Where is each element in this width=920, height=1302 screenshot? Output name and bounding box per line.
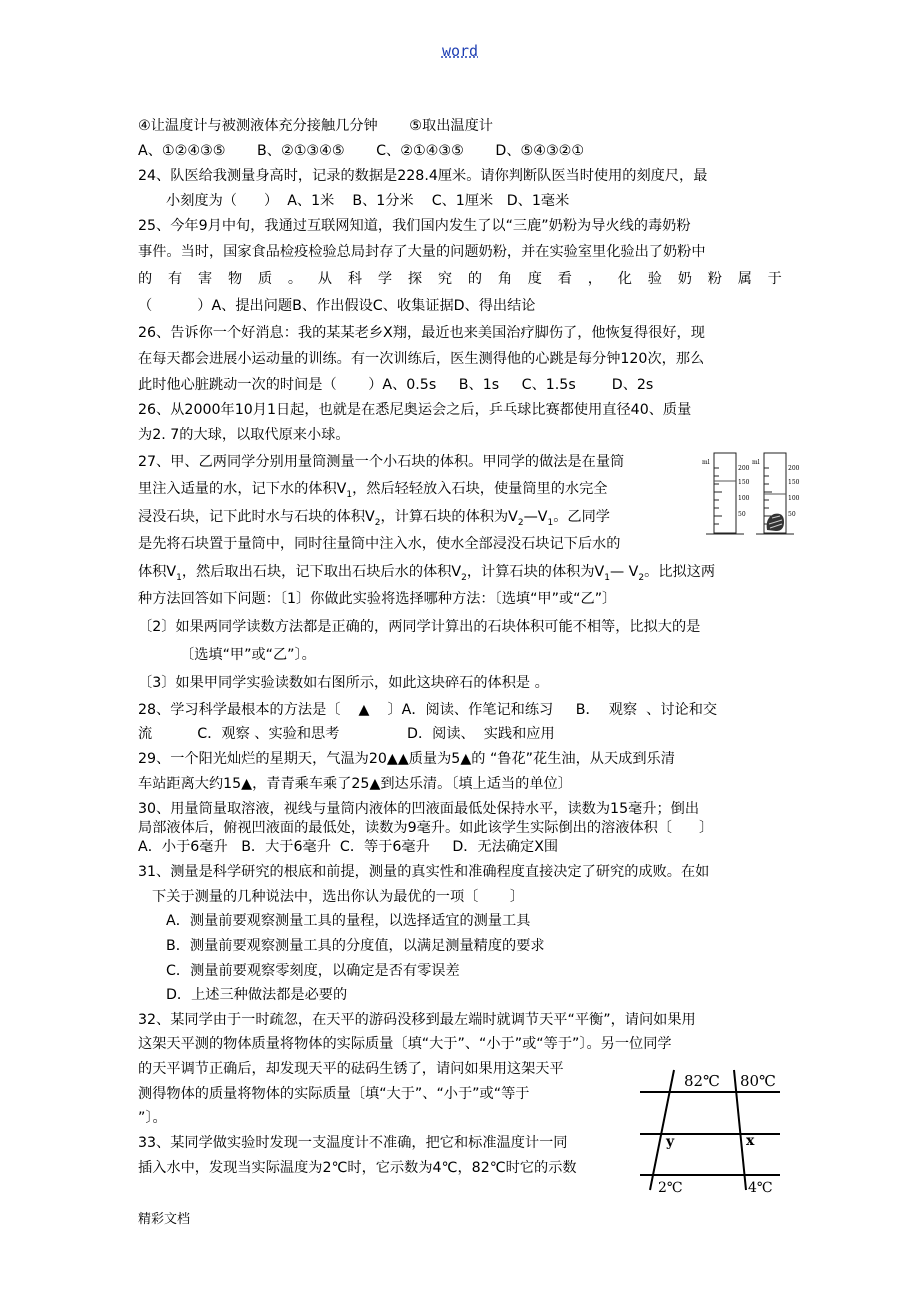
justified-char: 化 [617,271,632,287]
justified-char: ， [587,271,602,287]
cylinder-left-tick: 150 [738,479,750,486]
question-30-line-1: 30、用量筒量取溶液，视线与量筒内液体的凹液面最低处保持水平，读数为15毫升；倒出 [138,801,700,817]
question-28-line-1: 28、学习科学最根本的方法是〔 ▲ 〕A．阅读、作笔记和练习 B． 观察 、讨论和交 [138,702,718,718]
justified-char: 于 [767,271,782,287]
justified-char: 质 [257,271,273,287]
cylinder-right-tick: 200 [788,465,800,472]
justified-char: 的 [138,271,153,287]
label-82c: 82℃ [684,1072,720,1090]
cylinder-right-tick: 100 [788,495,800,502]
justified-char: 。 [287,271,303,287]
question-31-line-2: 下关于测量的几种说法中，选出你认为最优的一项〔 〕 [152,889,525,905]
question-28-line-2: 流 C．观察 、实验和思考 D．阅读、 实践和应用 [138,726,555,742]
justified-char: 物 [227,271,243,287]
question-27-line-5: 体积$V_1$，然后取出石块，记下取出石块后水的体积$V_2$，计算石块的体积为$V_1—$ $V_2$。比拟这两 [138,564,716,583]
question-32-line-3: 的天平调节正确后，却发现天平的砝码生锈了，请问如果用这架天平 [138,1061,564,1077]
question-26b-line-1: 26、从2000年10月1日起，也就是在悉尼奥运会之后，乒乓球比赛都使用直径40、质量 [138,402,692,418]
justified-char: 验 [647,271,662,287]
question-29-line-1: 29、一个阳光灿烂的星期天，气温为20▲▲质量为5▲的 “鲁花”花生油，从天成到乐清 [138,751,675,767]
question-24-options: 小刻度为（ ） A、1米 B、1分米 C、1厘米 D、1毫米 [166,193,570,209]
question-32-line-1: 32、某同学由于一时疏忽，在天平的游码没移到最左端时就调节天平“平衡”，请问如果用 [138,1012,696,1028]
question-25-line-1: 25、今年9月中旬，我通过互联网知道，我们国内发生了以“三鹿”奶粉为导火线的毒奶粉 [138,218,691,234]
cylinder-left-unit: ml [702,459,710,466]
cylinder-left-tick: 100 [738,495,750,502]
question-27-line-3: 浸没石块，记下此时水与石块的体积$V_2$，计算石块的体积为$V_2—V_1$。乙同学 [138,509,610,528]
justified-char: 从 [317,271,333,287]
page-header [0,42,920,60]
question-32-line-2: 这架天平测的物体质量将物体的实际质量〔填“大于”、“小于”或“等于”〕。另一位同学 [138,1036,672,1052]
question-29-line-2: 车站距离大约15▲，青青乘车乘了25▲到达乐清。〔填上适当的单位〕 [138,776,572,792]
question-25-line-3 [138,269,782,289]
justified-char: 度 [527,271,542,287]
question-26a-line-2: 在每天都会进展小运动量的训练。有一次训练后，医生测得他的心跳是每分钟120次，那么 [138,351,705,367]
justified-char: 粉 [707,271,722,287]
justified-char: 学 [377,271,393,287]
question-31-option-b: B．测量前要观察测量工具的分度值，以满足测量精度的要求 [166,938,545,954]
label-y: y [666,1134,675,1150]
question-26a-options: 此时他心脏跳动一次的时间是（ ）A、0.5s B、1s C、1.5s D、2s [138,377,654,393]
justified-char: 究 [437,271,453,287]
justified-char: 属 [737,271,752,287]
question-30-line-2: 局部液体后，俯视凹液面的最低处，读数为9毫升。如此该学生实际倒出的溶液体积〔 〕 [138,820,714,836]
question-33-line-2: 插入水中，发现当实际温度为2℃时，它示数为4℃，82℃时它的示数 [138,1160,577,1176]
question-33-line-1: 33、某同学做实验时发现一支温度计不准确，把它和标准温度计一同 [138,1135,568,1151]
answer-options-23: A、①②④③⑤ B、②①③④⑤ C、②①④③⑤ D、⑤④③②① [138,143,585,159]
cylinder-left-tick: 50 [738,511,746,518]
justified-char: 探 [407,271,423,287]
question-31-option-c: C．测量前要观察零刻度，以确定是否有零误差 [166,963,460,979]
question-27-line-4: 是先将石块置于量筒中，同时往量筒中注入水，使水全部浸没石块记下后水的 [138,536,621,552]
justified-char: 科 [347,271,363,287]
question-27-part-2-choice: 〔选填“甲”或“乙”〕。 [180,647,316,663]
justified-char: 的 [467,271,483,287]
label-2c: 2℃ [658,1180,683,1196]
justified-char: 奶 [677,271,692,287]
question-25-line-2: 事件。当时，国家食品检疫检验总局封存了大量的问题奶粉，并在实验室里化验出了奶粉中 [138,244,706,260]
cylinder-right-tick: 50 [788,511,796,518]
graduated-cylinders-figure [692,448,812,540]
question-26b-line-2: 为2. 7的大球，以取代原来小球。 [138,427,350,443]
question-27-part-2: 〔2〕如果两同学读数方法都是正确的，两同学计算出的石块体积可能不相等，比拟大的是 [138,619,701,635]
question-31-option-d: D．上述三种做法都是必要的 [166,987,348,1003]
question-31-option-a: A．测量前要观察测量工具的量程，以选择适宜的测量工具 [166,913,531,929]
justified-char: 角 [497,271,513,287]
page-footer: 精彩文档 [138,1212,191,1227]
thermometer-diagram [636,1064,786,1200]
question-32-line-4: 测得物体的质量将物体的实际质量〔填“大于”、“小于”或“等于 [138,1086,530,1102]
question-24-text: 24、队医给我测量身高时，记录的数据是228.4厘米。请你判断队医当时使用的刻度尺，最 [138,168,708,184]
label-80c: 80℃ [740,1072,776,1090]
justified-char: 害 [197,271,213,287]
question-27-line-6: 种方法回答如下问题：〔1〕你做此实验将选择哪种方法：〔选填“甲”或“乙”〕 [138,591,617,607]
justified-char: 看 [557,271,572,287]
question-26a-line-1: 26、告诉你一个好消息：我的某某老乡X翔，最近也来美国治疗脚伤了，他恢复得很好，现 [138,325,705,341]
step-line: ④让温度计与被测液体充分接触几分钟 ⑤取出温度计 [138,118,493,134]
question-31-line-1: 31、测量是科学研究的根底和前提，测量的真实性和准确程度直接决定了研究的成败。在如 [138,864,710,880]
question-27-line-2: 里注入适量的水，记下水的体积$V_1$，然后轻轻放入石块，使量筒里的水完全 [138,481,608,500]
label-x: x [746,1133,755,1149]
question-27-part-3: 〔3〕如果甲同学实验读数如右图所示，如此这块碎石的体积是 。 [138,675,549,691]
question-32-line-5: ”〕。 [138,1110,167,1126]
cylinder-right-unit: ml [752,459,760,466]
question-30-options: A．小于6毫升 B．大于6毫升 C．等于6毫升 D．无法确定X围 [138,839,559,855]
cylinder-right-tick: 150 [788,479,800,486]
question-25-options: （ ）A、提出问题B、作出假设C、收集证据D、得出结论 [138,298,536,314]
justified-char: 有 [167,271,183,287]
cylinder-left-tick: 200 [738,465,750,472]
label-4c: 4℃ [748,1180,773,1196]
left-thermometer-line [650,1070,674,1190]
question-27-line-1: 27、甲、乙两同学分别用量筒测量一个小石块的体积。甲同学的做法是在量筒 [138,454,625,470]
header-title: word [441,42,479,60]
